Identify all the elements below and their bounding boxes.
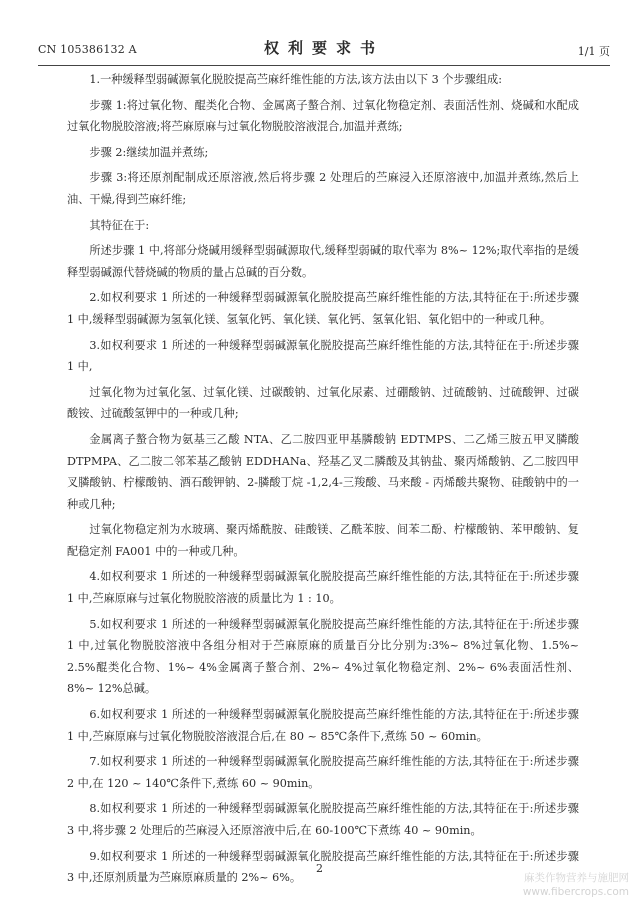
claim-paragraph: 步骤 2:继续加温并煮练; bbox=[89, 145, 209, 159]
claim-paragraph: 1.一种缓释型弱碱源氧化脱胶提高苎麻纤维性能的方法,该方法由以下 3 个步骤组成: bbox=[89, 73, 502, 86]
claim-paragraph: 所述步骤 1 中,将部分烧碱用缓释型弱碱源取代,缓释型弱碱的取代率为 8%~ 12%;取代率指的是缓释型弱碱源代替烧碱的物质的量占总碱的百分数。 bbox=[67, 244, 579, 279]
claim-paragraph: 金属离子螯合物为氨基三乙酸 NTA、乙二胺四亚甲基膦酸钠 EDTMPS、二乙烯三胺五甲叉膦酸 DTPMPA、乙二胺二邻苯基乙酸钠 EDDHANa、羟基乙叉二膦酸及其钠盐、聚丙烯酸钠、乙二胺四甲叉膦酸钠、柠檬酸钠、酒石酸钾钠、2-膦酸丁烷 -1,2,4-三羧酸、马来酸 - 丙烯酸共聚物、硅酸钠中的一种或几种; bbox=[67, 432, 579, 511]
claim-paragraph: 过氧化物为过氧化氢、过氧化镁、过碳酸钠、过氧化尿素、过硼酸钠、过硫酸钠、过硫酸钾、过碳酸铵、过硫酸氢钾中的一种或几种; bbox=[67, 385, 579, 421]
claim-paragraph: 其特征在于: bbox=[89, 218, 150, 232]
claim-paragraph: 9.如权利要求 1 所述的一种缓释型弱碱源氧化脱胶提高苎麻纤维性能的方法,其特征在于:所述步骤 3 中,还原剂质量为苎麻原麻质量的 2%~ 6%。 bbox=[67, 849, 579, 885]
claim-paragraph: 过氧化物稳定剂为水玻璃、聚丙烯酰胺、硅酸镁、乙酰苯胺、间苯二酚、柠檬酸钠、苯甲酸钠、复配稳定剂 FA001 中的一种或几种。 bbox=[67, 523, 579, 558]
document-title: 权利要求书 bbox=[263, 39, 384, 57]
claim-paragraph: 步骤 1:将过氧化物、醌类化合物、金属离子螯合剂、过氧化物稳定剂、表面活性剂、烧碱和水配成过氧化物脱胶溶液;将苎麻原麻与过氧化物脱胶溶液混合,加温并煮练; bbox=[67, 98, 579, 134]
claim-paragraph: 4.如权利要求 1 所述的一种缓释型弱碱源氧化脱胶提高苎麻纤维性能的方法,其特征在于:所述步骤 1 中,苎麻原麻与过氧化物脱胶溶液的质量比为 1 : 10。 bbox=[67, 570, 579, 606]
page-header bbox=[38, 34, 610, 64]
claim-paragraph: 7.如权利要求 1 所述的一种缓释型弱碱源氧化脱胶提高苎麻纤维性能的方法,其特征在于:所述步骤 2 中,在 120 ~ 140℃条件下,煮练 60 ~ 90min。 bbox=[67, 755, 579, 790]
watermark-site-name: 麻类作物营养与施肥网 bbox=[524, 872, 629, 884]
page-number: 2 bbox=[316, 862, 323, 875]
claims-body bbox=[67, 69, 579, 893]
claim-paragraph: 2.如权利要求 1 所述的一种缓释型弱碱源氧化脱胶提高苎麻纤维性能的方法,其特征在于:所述步骤 1 中,缓释型弱碱源为氢氧化镁、氢氧化钙、氧化镁、氧化钙、氢氧化铝、氧化铝中的一种或几种。 bbox=[67, 291, 579, 326]
page-count: 1/1 页 bbox=[577, 45, 610, 58]
claim-paragraph: 8.如权利要求 1 所述的一种缓释型弱碱源氧化脱胶提高苎麻纤维性能的方法,其特征在于:所述步骤 3 中,将步骤 2 处理后的苎麻浸入还原溶液中后,在 60-100℃下煮练 40 ~ 90min。 bbox=[67, 802, 579, 837]
claim-paragraph: 步骤 3:将还原剂配制成还原溶液,然后将步骤 2 处理后的苎麻浸入还原溶液中,加温并煮练,然后上油、干燥,得到苎麻纤维; bbox=[67, 171, 579, 206]
watermark bbox=[523, 871, 629, 899]
claim-paragraph: 3.如权利要求 1 所述的一种缓释型弱碱源氧化脱胶提高苎麻纤维性能的方法,其特征在于:所述步骤 1 中, bbox=[67, 338, 579, 374]
claim-paragraph: 5.如权利要求 1 所述的一种缓释型弱碱源氧化脱胶提高苎麻纤维性能的方法,其特征在于:所述步骤 1 中,过氧化物脱胶溶液中各组分相对于苎麻原麻的质量百分比分别为:3%~ 8%过氧化物、1.5%~ 2.5%醌类化合物、1%~ 4%金属离子螯合剂、2%~ 4%过氧化物稳定剂、2%~ 6%表面活性剂、8%~ 12%总碱。 bbox=[67, 617, 579, 696]
publication-number: CN 105386132 A bbox=[38, 43, 137, 56]
header-rule bbox=[38, 65, 610, 66]
claim-paragraph: 6.如权利要求 1 所述的一种缓释型弱碱源氧化脱胶提高苎麻纤维性能的方法,其特征在于:所述步骤 1 中,苎麻原麻与过氧化物脱胶溶液混合后,在 80 ~ 85℃条件下,煮练 50 ~ 60min。 bbox=[67, 708, 579, 743]
watermark-url: www.fibercrops.com bbox=[522, 886, 629, 898]
